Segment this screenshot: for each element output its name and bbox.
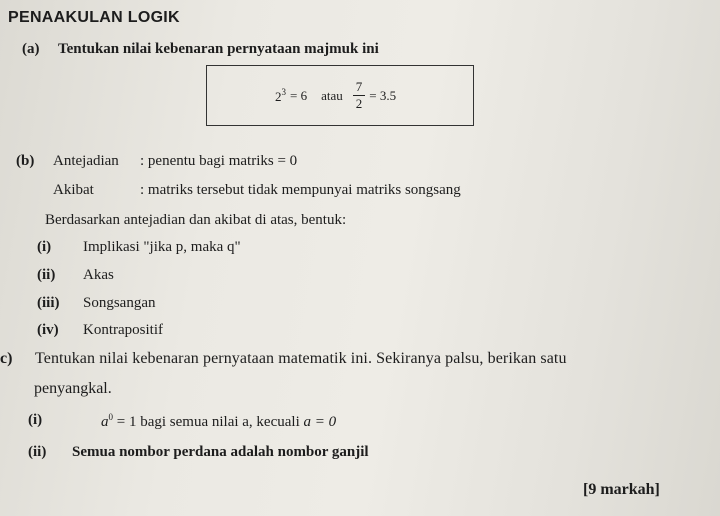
part-b-label: (b) [16,153,35,169]
fraction-numerator: 7 [353,79,366,96]
part-b-item-label: (ii) [37,267,56,283]
section-heading: PENAAKULAN LOGIK [8,9,180,26]
part-b-item-text: Songsangan [83,295,156,311]
part-b-item-text: Kontrapositif [83,322,163,338]
part-b-item-label: (iv) [37,322,59,338]
antecedent-text: : penentu bagi matriks = 0 [140,153,298,169]
consequent-text: : matriks tersebut tidak mempunyai matriks songsang [140,182,461,198]
left-rhs: = 6 [290,87,308,103]
part-b-item-label: (iii) [37,295,60,311]
part-c-label: c) [0,350,13,367]
part-c-item-statement: $a^0 = 1$ bagi semua nilai a, kecuali a = 0 [101,412,337,430]
part-b-item-text: Implikasi "jika p, maka q" [83,239,241,255]
part-c-item-label: (i) [28,412,43,428]
part-b-instruction: Berdasarkan antejadian dan akibat di atas, bentuk: [45,212,347,228]
part-b-item-text: Akas [83,267,114,283]
part-c-item-text: Semua nombor perdana adalah nombor ganjil [72,444,369,460]
consequent-label: Akibat [53,182,94,198]
compound-statement [275,66,396,125]
part-c-question-line1: Tentukan nilai kebenaran pernyataan matematik ini. Sekiranya palsu, berikan satu [35,350,567,367]
part-c-question-line2: penyangkal. [34,380,112,397]
marks-label: [9 markah] [583,481,660,498]
connector-word: atau [321,87,343,103]
antecedent-label: Antejadian [53,153,119,169]
statement-box [206,65,474,126]
part-b-item-label: (i) [37,239,52,255]
right-rhs: = 3.5 [369,87,397,103]
part-c-item-label: (ii) [28,444,47,460]
fraction [353,79,366,112]
part-a-label: (a) [22,41,40,57]
part-a-question: Tentukan nilai kebenaran pernyataan majmuk ini [58,41,379,57]
power-expression: $2^3$ [275,86,286,104]
fraction-denominator: 2 [355,96,363,111]
